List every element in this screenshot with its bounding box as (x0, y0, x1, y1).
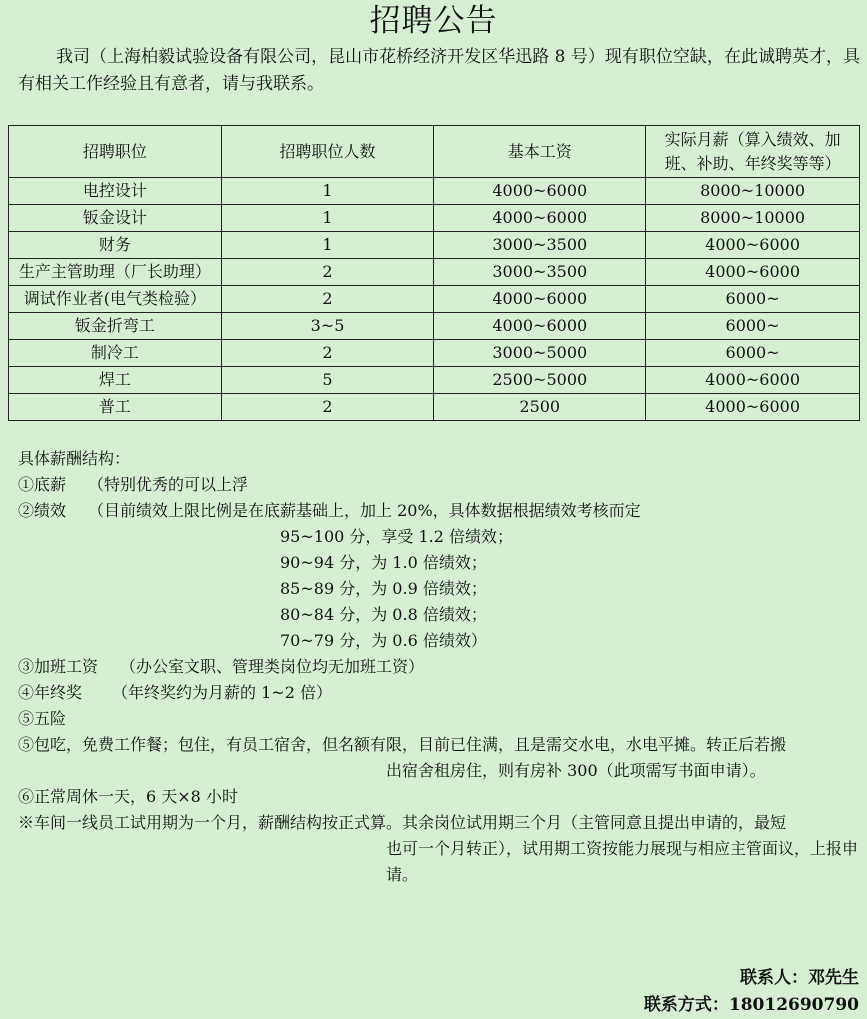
cell-headcount: 5 (221, 367, 434, 394)
page-title: 招聘公告 (369, 3, 498, 39)
cell-base-salary: 4000~6000 (434, 313, 646, 340)
intro-paragraph: 我司（上海柏毅试验设备有限公司，昆山市花桥经济开发区华迅路 8 号）现有职位空缺，在此诚聘英才，具有相关工作经验且有意者，请与我联系。 (18, 47, 860, 94)
salary-structure (18, 446, 863, 888)
cell-actual-salary: 6000~ (646, 340, 860, 367)
performance-tier: 95~100 分，享受 1.2 倍绩效； (280, 527, 514, 546)
performance-label: ②绩效 (18, 501, 67, 520)
cell-base-salary: 3000~5000 (434, 340, 646, 367)
job-table (8, 125, 860, 421)
cell-headcount: 1 (221, 205, 434, 232)
header-headcount: 招聘职位人数 (221, 126, 434, 178)
cell-actual-salary: 8000~10000 (646, 205, 860, 232)
contact-block (644, 965, 859, 1019)
cell-actual-salary: 4000~6000 (646, 259, 860, 286)
cell-base-salary: 2500 (434, 394, 646, 421)
table-row (9, 205, 860, 232)
overtime-label: ③加班工资 (18, 657, 99, 676)
cell-position: 制冷工 (9, 340, 222, 367)
schedule-line: ⑥正常周休一天，6 天×8 小时 (18, 787, 238, 806)
salary-heading: 具体薪酬结构： (18, 449, 131, 468)
table-row (9, 394, 860, 421)
performance-note: （目前绩效上限比例是在底薪基础上，加上 20%，具体数据根据绩效考核而定 (88, 501, 641, 520)
base-salary-line (18, 472, 863, 498)
cell-actual-salary: 8000~10000 (646, 178, 860, 205)
cell-headcount: 1 (221, 232, 434, 259)
contact-person: 联系人：邓先生 (740, 968, 859, 988)
table-header-row (9, 126, 860, 178)
table-row (9, 259, 860, 286)
cell-headcount: 1 (221, 178, 434, 205)
table-row (9, 232, 860, 259)
insurance-line: ⑤五险 (18, 709, 67, 728)
cell-actual-salary: 4000~6000 (646, 394, 860, 421)
cell-base-salary: 2500~5000 (434, 367, 646, 394)
overtime-note: （办公室文职、管理类岗位均无加班工资） (120, 657, 425, 676)
base-salary-label: ①底薪 (18, 475, 67, 494)
performance-line (18, 498, 863, 524)
cell-base-salary: 3000~3500 (434, 232, 646, 259)
cell-base-salary: 3000~3500 (434, 259, 646, 286)
cell-base-salary: 4000~6000 (434, 286, 646, 313)
table-row (9, 367, 860, 394)
header-position: 招聘职位 (9, 126, 222, 178)
board-line-continued: 出宿舍租房住，则有房补 300（此项需写书面申请）。 (386, 761, 766, 780)
base-salary-note: （特别优秀的可以上浮 (88, 475, 249, 494)
performance-tier: 70~79 分，为 0.6 倍绩效） (280, 631, 487, 650)
cell-actual-salary: 4000~6000 (646, 367, 860, 394)
cell-actual-salary: 6000~ (646, 286, 860, 313)
cell-headcount: 2 (221, 286, 434, 313)
board-line: ⑤包吃，免费工作餐；包住，有员工宿舍，但名额有限，目前已住满，且是需交水电，水电平摊。转正后若搬 (18, 735, 787, 754)
cell-position: 钣金折弯工 (9, 313, 222, 340)
cell-headcount: 2 (221, 259, 434, 286)
bonus-note: （年终奖约为月薪的 1~2 倍） (112, 683, 332, 702)
table-row (9, 286, 860, 313)
cell-headcount: 3~5 (221, 313, 434, 340)
cell-base-salary: 4000~6000 (434, 205, 646, 232)
header-base-salary: 基本工资 (434, 126, 646, 178)
cell-position: 普工 (9, 394, 222, 421)
cell-position: 生产主管助理（厂长助理） (9, 259, 222, 286)
contact-phone: 联系方式：18012690790 (643, 995, 859, 1015)
cell-headcount: 2 (221, 394, 434, 421)
cell-position: 钣金设计 (9, 205, 222, 232)
cell-actual-salary: 4000~6000 (646, 232, 860, 259)
cell-position: 财务 (9, 232, 222, 259)
probation-line-continued: 也可一个月转正），试用期工资按能力展现与相应主管面议，上报申请。 (386, 839, 859, 884)
bonus-label: ④年终奖 (18, 683, 83, 702)
cell-actual-salary: 6000~ (646, 313, 860, 340)
cell-position: 电控设计 (9, 178, 222, 205)
cell-base-salary: 4000~6000 (434, 178, 646, 205)
table-row (9, 340, 860, 367)
overtime-line (18, 654, 863, 680)
performance-tier: 85~89 分，为 0.9 倍绩效； (280, 579, 487, 598)
probation-line: ※车间一线员工试用期为一个月，薪酬结构按正式算。其余岗位试用期三个月（主管同意且提出申请的，最短 (18, 813, 787, 832)
table-row (9, 178, 860, 205)
cell-position: 焊工 (9, 367, 222, 394)
performance-tier: 80~84 分，为 0.8 倍绩效； (280, 605, 487, 624)
performance-tier: 90~94 分，为 1.0 倍绩效； (280, 553, 487, 572)
header-actual-salary: 实际月薪（算入绩效、加班、补助、年终奖等等） (646, 126, 860, 178)
bonus-line (18, 680, 863, 706)
cell-headcount: 2 (221, 340, 434, 367)
table-row (9, 313, 860, 340)
cell-position: 调试作业者(电气类检验） (9, 286, 222, 313)
